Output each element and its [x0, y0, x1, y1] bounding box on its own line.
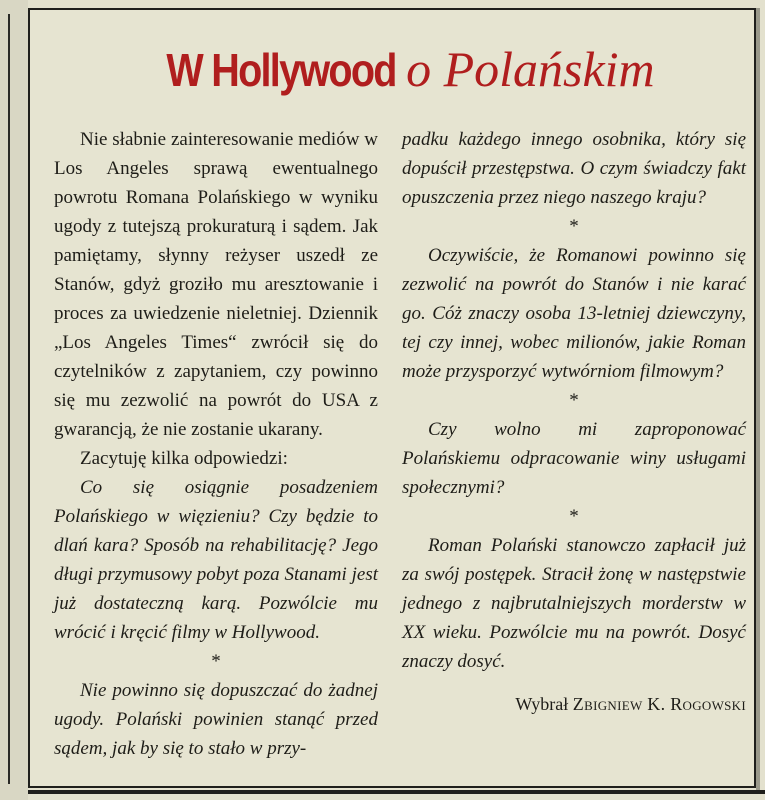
answer-2-end: padku każdego innego osobnika, który się dopuścił przestępstwa. O czym świadczy fakt opuszczenia przez niego naszego kraju?	[402, 129, 746, 208]
signature	[402, 690, 746, 719]
answer-5: Roman Polański stanowczo zapłacił już za swój postępek. Stracił żonę w następstwie jednego z najbrutalniejszych morderstw w XX wieku. Pozwólcie mu na powrót. Dosyć znaczy dosyć.	[402, 535, 746, 672]
answer-2-start: Nie powinno się dopuszczać do żadnej ugody. Polański powinien stanąć przed sądem, jak by się to stało w przy-	[54, 680, 378, 759]
answer-3: Oczywiście, że Romanowi powinno się zezwolić na powrót do Stanów i nie karać go. Cóż znaczy osoba 13-letniej dziewczyny, tej czy innej, wobec milionów, jakie Roman może przysporzyć wytwórniom filmowym?	[402, 245, 746, 382]
headline-italic: o Polańskim	[406, 41, 655, 97]
signature-prefix: Wybrał	[515, 694, 569, 714]
left-column	[54, 125, 378, 763]
headline-bold: W Hollywood	[166, 44, 397, 96]
separator-asterisk: *	[211, 651, 221, 672]
answer-4: Czy wolno mi zaproponować Polańskiemu odpracowanie winy usługami społecznymi?	[402, 419, 746, 498]
lead-paragraph: Zacytuję kilka odpowiedzi:	[80, 448, 288, 469]
separator-asterisk: *	[569, 390, 579, 411]
separator-asterisk: *	[569, 216, 579, 237]
intro-paragraph: Nie słabnie zainteresowanie mediów w Los Angeles sprawą ewentualnego powrotu Romana Polańskiego w wyniku ugody z tutejszą prokuraturą i sądem. Jak pamiętamy, słynny reżyser uszedł ze Stanów, gdyż groziło mu aresztowanie i proces za uwiedzenie nieletniej. Dziennik „Los Angeles Times“ zwrócił się do czytelników z zapytaniem, czy powinno się mu zezwolić na powrót do USA z gwarancją, że nie zostanie ukarany.	[54, 129, 378, 440]
page-margin	[0, 0, 28, 800]
headline	[30, 40, 754, 98]
margin-rule	[8, 14, 10, 784]
bottom-rule	[28, 790, 765, 794]
right-column	[402, 125, 746, 719]
separator-asterisk: *	[569, 506, 579, 527]
article-box	[28, 8, 756, 788]
answer-1: Co się osiągnie posadzeniem Polańskiego w więzieniu? Czy będzie to dlań kara? Sposób na rehabilitację? Jego długi przymusowy pobyt poza Stanami jest już dostateczną karą. Pozwólcie mu wrócić i kręcić filmy w Hollywood.	[54, 477, 378, 643]
page-edge	[756, 8, 760, 794]
signature-author: Zbigniew K. Rogowski	[572, 694, 746, 714]
